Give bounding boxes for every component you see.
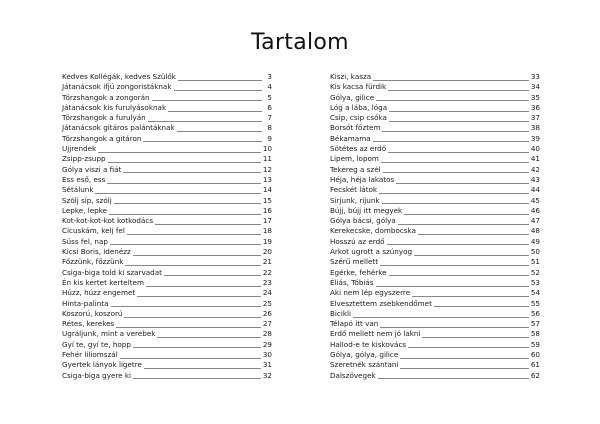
toc-entry-title: Tekereg a szél [330, 164, 381, 174]
toc-entry-title: Lóg a lába, lóga [330, 102, 388, 112]
leader-line [125, 265, 260, 266]
leader-line [108, 162, 261, 163]
toc-entry-title: Kis kacsa fürdik [330, 82, 387, 92]
toc-entry-page: 61 [530, 360, 540, 370]
toc-entry [62, 247, 272, 257]
toc-entry-page: 54 [530, 288, 540, 298]
toc-entry-title: Lepke, lepke [62, 205, 108, 215]
toc-entry-title: Gólya, gólya, gilice [330, 350, 399, 360]
toc-entry [62, 309, 272, 319]
toc-entry-page: 6 [267, 102, 272, 112]
toc-entry-page: 21 [262, 257, 272, 267]
toc-entry-page: 22 [262, 267, 272, 277]
toc-entry [62, 196, 272, 206]
toc-entry-title: Ugráljunk, mint a verebek [62, 329, 156, 339]
toc-entry-title: Gólya bácsi, gólya [330, 216, 396, 226]
leader-line [174, 90, 262, 91]
toc-entry [62, 175, 272, 185]
toc-entry [330, 340, 540, 350]
toc-entry [62, 371, 272, 381]
toc-entry-title: Cicuskám, kelj fel [62, 226, 125, 236]
toc-entry-page: 59 [530, 339, 540, 349]
toc-entry-title: Sétálunk [62, 185, 94, 195]
toc-entry [62, 144, 272, 154]
leader-line [380, 327, 528, 328]
toc-entry [330, 309, 540, 319]
toc-column-left [62, 72, 272, 381]
toc-entry-title: Ess eső, ess [62, 174, 106, 184]
toc-entry-page: 4 [267, 82, 272, 92]
leader-line [123, 172, 260, 173]
toc-entry-title: Lipem, lopom [330, 154, 379, 164]
leader-line [168, 111, 262, 112]
leader-line [382, 203, 529, 204]
leader-line [376, 100, 529, 101]
toc-entry-page: 15 [262, 195, 272, 205]
toc-entry-title: Ujjrendek [62, 144, 97, 154]
toc-entry [62, 103, 272, 113]
toc-entry-title: Szólj síp, szólj [62, 195, 112, 205]
toc-entry-title: Hallod-e te kiskovács [330, 339, 407, 349]
leader-line [396, 183, 529, 184]
toc-entry-page: 41 [530, 154, 540, 164]
leader-line [418, 234, 529, 235]
toc-entry [62, 113, 272, 123]
toc-entry [330, 185, 540, 195]
toc-entry-title: Fehér liliomszál [62, 350, 118, 360]
leader-line [155, 224, 261, 225]
toc-entry-page: 45 [530, 195, 540, 205]
toc-entry-page: 24 [262, 288, 272, 298]
toc-entry-page: 42 [530, 164, 540, 174]
toc-entry-title: Törzshangok a zongorán [62, 92, 150, 102]
toc-entry-page: 9 [267, 133, 272, 143]
toc-column-right [330, 72, 540, 381]
leader-line [157, 337, 260, 338]
leader-line [379, 193, 529, 194]
toc-entry [62, 237, 272, 247]
toc-entry-page: 49 [530, 236, 540, 246]
toc-entry-page: 8 [267, 123, 272, 133]
toc-entry-page: 58 [530, 329, 540, 339]
leader-line [98, 152, 261, 153]
toc-entry-page: 10 [262, 144, 272, 154]
toc-entry-page: 51 [530, 257, 540, 267]
leader-line [107, 183, 260, 184]
toc-entry-title: Főzzünk, főzzünk [62, 257, 124, 267]
toc-entry-title: Zsipp-zsupp [62, 154, 106, 164]
toc-entry [62, 185, 272, 195]
toc-entry [62, 93, 272, 103]
leader-line [382, 131, 528, 132]
toc-entry-title: Játanácsok ifjú zongoristáknak [62, 82, 172, 92]
toc-entry-title: Békamama [330, 133, 371, 143]
toc-entry [330, 216, 540, 226]
leader-line [408, 347, 529, 348]
toc-entry-page: 18 [262, 226, 272, 236]
toc-entry-page: 16 [262, 205, 272, 215]
toc-entry [62, 154, 272, 164]
toc-entry-title: Törzshangok a gitáron [62, 133, 142, 143]
toc-entry-page: 43 [530, 174, 540, 184]
leader-line [400, 358, 529, 359]
leader-line [111, 306, 261, 307]
toc-entry-title: Játanácsok kis furulyásoknak [62, 102, 167, 112]
toc-entry-page: 7 [267, 113, 272, 123]
toc-entry [62, 288, 272, 298]
leader-line [95, 193, 260, 194]
toc-entry [330, 288, 540, 298]
toc-entry-page: 37 [530, 113, 540, 123]
toc-entry [62, 360, 272, 370]
toc-entry [330, 144, 540, 154]
toc-entry-title: Héja, héja lakatos [330, 174, 395, 184]
toc-entry [62, 123, 272, 133]
toc-entry-title: Sirjunk, rijunk [330, 195, 380, 205]
toc-entry [62, 226, 272, 236]
toc-entry-page: 52 [530, 267, 540, 277]
leader-line [178, 80, 262, 81]
toc-entry-title: Fecskét látok [330, 185, 378, 195]
toc-entry-page: 50 [530, 247, 540, 257]
toc-entry [330, 247, 540, 257]
toc-entry-page: 23 [262, 277, 272, 287]
toc-entry-page: 39 [530, 133, 540, 143]
toc-entry-page: 27 [262, 319, 272, 329]
toc-entry [330, 72, 540, 82]
toc-entry-page: 34 [530, 82, 540, 92]
toc-entry [330, 165, 540, 175]
leader-line [177, 131, 262, 132]
toc-entry-page: 25 [262, 298, 272, 308]
toc-entry-page: 29 [262, 339, 272, 349]
toc-entry [330, 329, 540, 339]
toc-entry-page: 11 [262, 154, 272, 164]
toc-entry [330, 123, 540, 133]
leader-line [389, 275, 529, 276]
toc-entry [330, 206, 540, 216]
toc-entry-page: 47 [530, 216, 540, 226]
toc-entry-page: 14 [262, 185, 272, 195]
leader-line [146, 286, 261, 287]
toc-entry [330, 237, 540, 247]
toc-entry-title: Kot-kot-kot-kot kotkodács [62, 216, 154, 226]
toc-entry [62, 299, 272, 309]
toc-entry [62, 278, 272, 288]
toc-entry-page: 57 [530, 319, 540, 329]
toc-entry-title: Játanácsok gitáros palántáknak [62, 123, 175, 133]
toc-entry [330, 371, 540, 381]
toc-entry-page: 62 [530, 370, 540, 380]
leader-line [388, 152, 529, 153]
toc-entry-title: Süss fel, nap [62, 236, 108, 246]
toc-entry [330, 319, 540, 329]
toc-entry-title: Csip, csip csóka [330, 113, 387, 123]
toc-entry-title: Egérke, fehérke [330, 267, 387, 277]
toc-entry-page: 36 [530, 102, 540, 112]
leader-line [376, 286, 529, 287]
toc-entry-title: Gólya, gilice [330, 92, 375, 102]
toc-entry-title: Kerekecske, dombocska [330, 226, 416, 236]
toc-entry-page: 19 [262, 236, 272, 246]
toc-entry [62, 257, 272, 267]
toc-entry-title: Dalszövegek [330, 370, 376, 380]
leader-line [404, 214, 529, 215]
toc-entry [62, 268, 272, 278]
toc-entry [330, 268, 540, 278]
toc-entry-title: Gyí te, gyí te, hopp [62, 339, 131, 349]
leader-line [378, 378, 529, 379]
toc-entry-title: Szérű mellett [330, 257, 379, 267]
toc-entry-title: Éliás, Tóbiás [330, 277, 374, 287]
toc-entry-title: Bújj, bújj itt megyek [330, 205, 403, 215]
toc-entry [62, 134, 272, 144]
leader-line [133, 378, 261, 379]
leader-line [109, 214, 261, 215]
toc-entry [330, 196, 540, 206]
toc-entry-title: Én kis kertet kerteltem [62, 277, 144, 287]
leader-line [422, 337, 528, 338]
toc-entry-page: 55 [530, 298, 540, 308]
toc-entry [330, 113, 540, 123]
leader-line [114, 203, 261, 204]
toc-entry [330, 257, 540, 267]
leader-line [387, 244, 529, 245]
leader-line [353, 317, 529, 318]
toc-entry [62, 72, 272, 82]
leader-line [434, 306, 529, 307]
toc-entry-page: 48 [530, 226, 540, 236]
leader-line [388, 90, 529, 91]
toc-entry-page: 32 [262, 370, 272, 380]
toc-entry-page: 28 [262, 329, 272, 339]
toc-entry-page: 3 [267, 72, 272, 81]
toc-entry-page: 30 [262, 350, 272, 360]
toc-entry [330, 82, 540, 92]
toc-entry [330, 154, 540, 164]
toc-entry-page: 38 [530, 123, 540, 133]
toc-entry [62, 165, 272, 175]
toc-entry-page: 13 [262, 174, 272, 184]
leader-line [380, 265, 529, 266]
leader-line [389, 121, 529, 122]
toc-entry-title: Borsót főztem [330, 123, 381, 133]
leader-line [389, 111, 529, 112]
toc-entry-title: Hinta-palinta [62, 298, 109, 308]
toc-entry [330, 226, 540, 236]
toc-entry [62, 319, 272, 329]
leader-line [144, 368, 261, 369]
toc-entry-page: 44 [530, 185, 540, 195]
toc-entry [62, 350, 272, 360]
toc-entry-page: 53 [530, 277, 540, 287]
toc-entry-title: Kedves Kollégák, kedves Szülők [62, 72, 176, 81]
leader-line [152, 100, 262, 101]
toc-entry-page: 46 [530, 205, 540, 215]
toc-entry-page: 35 [530, 92, 540, 102]
toc-entry-title: Csiga-biga told ki szarvadat [62, 267, 162, 277]
toc-entry-title: Csiga-biga gyere ki [62, 370, 132, 380]
toc-entry-title: Erdő mellett nem jó lakni [330, 329, 421, 339]
toc-entry [330, 134, 540, 144]
toc-entry-title: Törzshangok a furulyán [62, 113, 146, 123]
toc-entry [330, 93, 540, 103]
leader-line [381, 162, 529, 163]
leader-line [148, 121, 262, 122]
leader-line [373, 141, 529, 142]
leader-line [124, 317, 260, 318]
leader-line [383, 172, 529, 173]
toc-entry-title: Árkot ugrott a szúnyog [330, 247, 413, 257]
leader-line [116, 327, 261, 328]
toc-entry-title: Bicikli [330, 308, 352, 318]
toc-entry-page: 31 [262, 360, 272, 370]
leader-line [414, 255, 529, 256]
page-title: Tartalom [251, 30, 349, 55]
leader-line [412, 296, 529, 297]
toc-entry-title: Koszorú, koszorú [62, 308, 123, 318]
toc-entry-title: Rétes, kerekes [62, 319, 115, 329]
toc-entry [330, 278, 540, 288]
toc-entry-page: 12 [262, 164, 272, 174]
leader-line [110, 244, 261, 245]
toc-entry [62, 216, 272, 226]
toc-entry-title: Hosszú az erdő [330, 236, 385, 246]
leader-line [137, 296, 261, 297]
toc-entry-title: Gólya viszi a fiát [62, 164, 122, 174]
toc-entry-title: Húzz, húzz engemet [62, 288, 136, 298]
leader-line [127, 234, 261, 235]
toc-entry-page: 26 [262, 308, 272, 318]
toc-entry-title: Kiszi, kasza [330, 72, 372, 81]
toc-entry [62, 329, 272, 339]
toc-entry [330, 175, 540, 185]
toc-entry [330, 350, 540, 360]
toc-entry [330, 103, 540, 113]
leader-line [120, 358, 261, 359]
toc-entry-title: Télapó itt van [330, 319, 379, 329]
toc-entry-page: 40 [530, 144, 540, 154]
toc-entry-title: Kicsi Boris, idenézz [62, 247, 131, 257]
toc-entry-page: 20 [262, 247, 272, 257]
toc-entry [330, 299, 540, 309]
toc-entry [62, 206, 272, 216]
toc-entry-title: Elvesztettem zsebkendőmet [330, 298, 432, 308]
leader-line [164, 275, 261, 276]
toc-entry-title: Aki nem lép egyszerre [330, 288, 411, 298]
toc-entry-page: 5 [267, 92, 272, 102]
leader-line [373, 80, 529, 81]
toc-entry-title: Gyertek lányok ligetre [62, 360, 142, 370]
toc-entry-page: 33 [530, 72, 540, 81]
toc-entry-page: 60 [530, 350, 540, 360]
toc-entry [62, 340, 272, 350]
toc-entry-title: Sötétes az erdő [330, 144, 387, 154]
leader-line [143, 141, 262, 142]
toc-entry-title: Szeretnék szántani [330, 360, 399, 370]
leader-line [133, 255, 261, 256]
toc-entry [330, 360, 540, 370]
leader-line [400, 368, 528, 369]
toc-entry-page: 56 [530, 308, 540, 318]
leader-line [398, 224, 529, 225]
leader-line [133, 347, 261, 348]
toc-entry-page: 17 [262, 216, 272, 226]
toc-entry [62, 82, 272, 92]
